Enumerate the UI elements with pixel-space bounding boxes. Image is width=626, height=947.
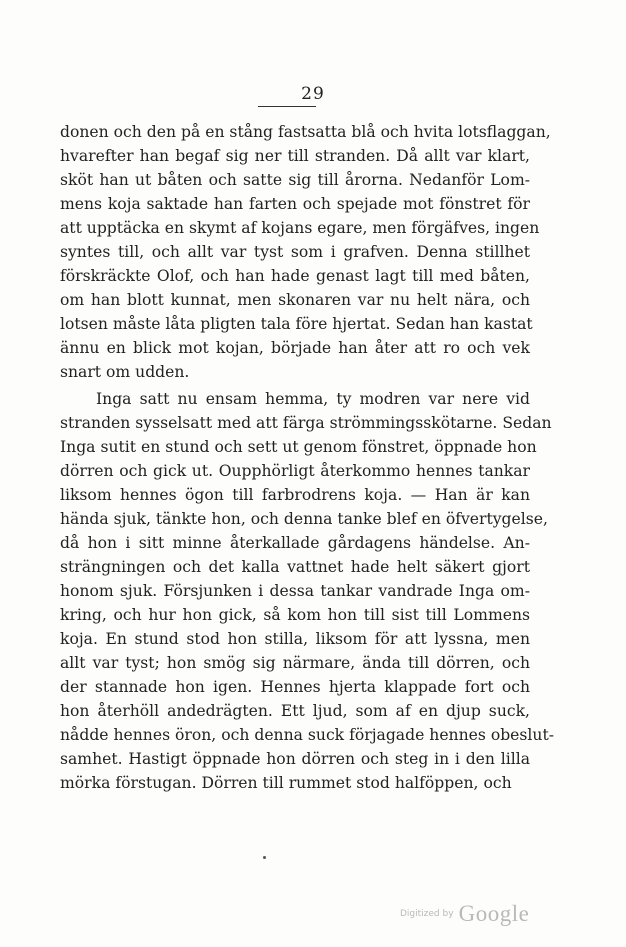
watermark-logo-text: Google xyxy=(458,901,530,926)
digitized-watermark xyxy=(400,901,529,927)
text-line: dörren och gick ut. Oupphörligt återkommo hennes tankar xyxy=(60,462,530,480)
page-number-rule xyxy=(258,106,316,107)
text-line: nådde hennes öron, och denna suck förjagade hennes obeslut- xyxy=(60,726,554,744)
text-line: strängningen och det kalla vattnet hade helt säkert gjort xyxy=(60,558,530,576)
stray-mark xyxy=(263,856,266,859)
text-line: sköt han ut båten och satte sig till årorna. Nedanför Lom- xyxy=(60,171,530,189)
text-line: snart om udden. xyxy=(60,363,190,381)
body-text xyxy=(60,120,554,795)
text-line: då hon i sitt minne återkallade gårdagens händelse. An- xyxy=(60,534,530,552)
page-number: 29 xyxy=(301,84,325,104)
text-line: mens koja saktade han farten och spejade mot fönstret för xyxy=(60,195,530,213)
text-line: förskräckte Olof, och han hade genast lagt till med båten, xyxy=(60,267,530,285)
watermark-small-text: Digitized by xyxy=(400,909,454,919)
text-line: Inga satt nu ensam hemma, ty modren var nere vid xyxy=(96,390,530,408)
text-line: kring, och hur hon gick, så kom hon till sist till Lommens xyxy=(60,606,530,624)
text-line: lotsen måste låta pligten tala före hjertat. Sedan han kastat xyxy=(60,315,533,333)
text-line: allt var tyst; hon smög sig närmare, ända till dörren, och xyxy=(60,654,530,672)
paragraph xyxy=(60,120,551,384)
text-line: stranden sysselsatt med att färga strömmingsskötarne. Sedan xyxy=(60,414,552,432)
text-line: Inga sutit en stund och sett ut genom fönstret, öppnade hon xyxy=(60,438,537,456)
text-line: ännu en blick mot kojan, började han åter att ro och vek xyxy=(60,339,530,357)
text-line: att upptäcka en skymt af kojans egare, men förgäfves, ingen xyxy=(60,219,540,237)
text-line: hända sjuk, tänkte hon, och denna tanke blef en öfvertygelse, xyxy=(60,510,548,528)
text-line: hon återhöll andedrägten. Ett ljud, som af en djup suck, xyxy=(60,702,530,720)
text-line: mörka förstugan. Dörren till rummet stod halföppen, och xyxy=(60,774,512,792)
text-line: om han blott kunnat, men skonaren var nu helt nära, och xyxy=(60,291,530,309)
text-line: syntes till, och allt var tyst som i grafven. Denna stillhet xyxy=(60,243,530,261)
paragraph xyxy=(60,387,554,795)
text-line: liksom hennes ögon till farbrodrens koja. — Han är kan xyxy=(60,486,530,504)
text-line: hvarefter han begaf sig ner till stranden. Då allt var klart, xyxy=(60,147,530,165)
text-line: honom sjuk. Försjunken i dessa tankar vandrade Inga om- xyxy=(60,582,530,600)
text-line: koja. En stund stod hon stilla, liksom för att lyssna, men xyxy=(60,630,530,648)
text-line: samhet. Hastigt öppnade hon dörren och steg in i den lilla xyxy=(60,750,530,768)
text-line: der stannade hon igen. Hennes hjerta klappade fort och xyxy=(60,678,530,696)
text-line: donen och den på en stång fastsatta blå och hvita lotsflaggan, xyxy=(60,123,551,141)
